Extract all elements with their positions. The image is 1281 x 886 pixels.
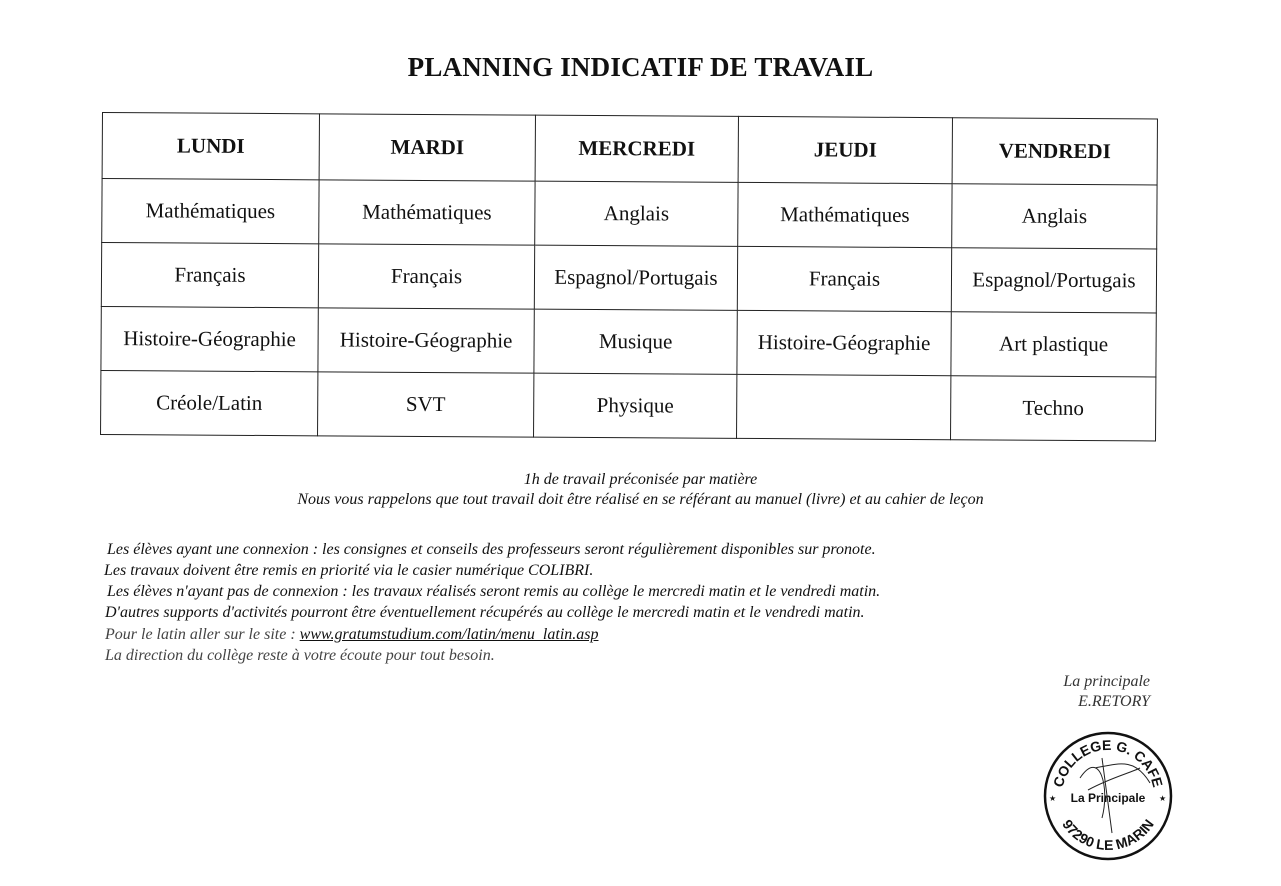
latin-link[interactable]: www.gratumstudium.com/latin/menu_latin.asp: [299, 626, 599, 643]
header-mercredi: MERCREDI: [535, 115, 738, 182]
table-cell: Musique: [534, 309, 737, 374]
table-cell: Art plastique: [951, 312, 1156, 377]
table-cell: SVT: [318, 372, 534, 437]
table-cell: Espagnol/Portugais: [534, 245, 737, 310]
stamp-center-text: La Principale: [1070, 791, 1146, 805]
note-connexion: Les élèves ayant une connexion : les consignes et conseils des professeurs seront régulièrement disponibles sur pronote.: [107, 541, 876, 558]
table-cell: Anglais: [952, 184, 1157, 249]
table-row: [101, 306, 1156, 376]
table-cell: Histoire-Géographie: [101, 306, 318, 371]
signature-block: [1048, 672, 1150, 712]
table-cell: Histoire-Géographie: [318, 308, 534, 373]
stamp-top-text: COLLEGE G. CAFE: [1049, 736, 1167, 789]
table-row: [101, 370, 1156, 440]
table-cell: Français: [101, 243, 318, 308]
table-cell: Physique: [534, 373, 737, 438]
table-cell: Histoire-Géographie: [737, 310, 951, 375]
note-supports: D'autres supports d'activités pourront être éventuellement récupérés au collège le mercredi matin et le vendredi matin.: [105, 604, 865, 621]
table-header-row: [102, 113, 1157, 185]
table-cell: Mathématiques: [738, 182, 952, 247]
note-closing: La direction du collège reste à votre écoute pour tout besoin.: [105, 647, 495, 664]
note-reminder: Nous vous rappelons que tout travail doit être réalisé en se référant au manuel (livre) et au cahier de leçon: [297, 491, 984, 508]
table-cell: Espagnol/Portugais: [951, 248, 1156, 313]
note-latin: [105, 625, 598, 645]
table-cell: Français: [318, 244, 534, 309]
latin-prefix: Pour le latin aller sur le site :: [105, 626, 300, 643]
stamp-bottom-text: 97290 LE MARIN: [1059, 816, 1157, 853]
header-jeudi: JEUDI: [738, 116, 952, 183]
note-colibri: Les travaux doivent être remis en priorité via le casier numérique COLIBRI.: [104, 562, 594, 579]
page-title: PLANNING INDICATIF DE TRAVAIL: [407, 52, 874, 82]
table-cell: Anglais: [535, 181, 738, 246]
stamp-star-icon: ★: [1159, 794, 1167, 803]
table-cell: Mathématiques: [102, 179, 319, 244]
note-hours: 1h de travail préconisée par matière: [523, 471, 758, 488]
header-mardi: MARDI: [319, 114, 535, 181]
table-cell: Français: [737, 246, 951, 311]
stamp-star-icon: ★: [1049, 794, 1057, 803]
table-cell: [737, 374, 951, 439]
header-vendredi: VENDREDI: [952, 118, 1157, 185]
table-cell: Mathématiques: [319, 180, 535, 245]
signature-role: La principale: [1063, 673, 1150, 690]
note-no-connexion: Les élèves n'ayant pas de connexion : les travaux réalisés seront remis au collège le mercredi matin et le vendredi matin.: [107, 583, 881, 600]
table-row: [101, 243, 1156, 313]
signature-name: E.RETORY: [1078, 693, 1150, 710]
header-lundi: LUNDI: [102, 113, 319, 180]
schedule-table: [100, 112, 1158, 441]
table-cell: Créole/Latin: [101, 370, 318, 435]
table-cell: Techno: [951, 376, 1156, 441]
table-row: [102, 179, 1157, 249]
school-stamp: [1040, 728, 1176, 864]
